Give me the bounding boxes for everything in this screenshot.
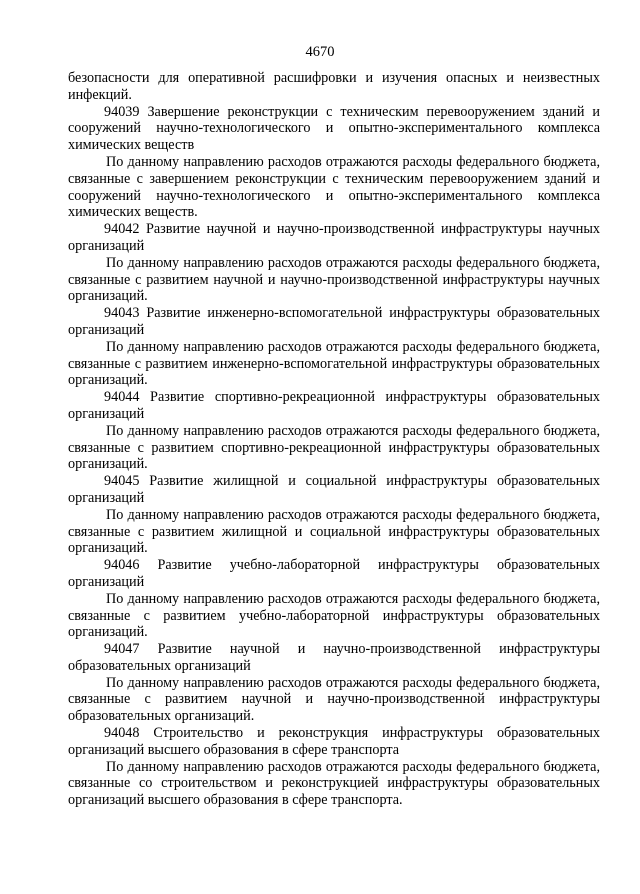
paragraph: 94039 Завершение реконструкции с техническим перевооружением зданий и сооружений научно-технологического и опытно-экспериментального комплекса химических веществ bbox=[68, 103, 600, 154]
paragraph: 94042 Развитие научной и научно-производственной инфраструктуры научных организаций bbox=[68, 221, 600, 254]
paragraph: По данному направлению расходов отражаются расходы федерального бюджета, связанные с развитием жилищной и социальной инфраструктуры образовательных организаций. bbox=[68, 506, 600, 557]
paragraph: По данному направлению расходов отражаются расходы федерального бюджета, связанные со строительством и реконструкцией инфраструктуры образовательных организаций высшего образования в сфере транспорта. bbox=[68, 758, 600, 809]
paragraph: 94044 Развитие спортивно-рекреационной инфраструктуры образовательных организаций bbox=[68, 389, 600, 422]
paragraph: 94047 Развитие научной и научно-производственной инфраструктуры образовательных организаций bbox=[68, 641, 600, 674]
paragraph: 94043 Развитие инженерно-вспомогательной инфраструктуры образовательных организаций bbox=[68, 305, 600, 338]
paragraph: По данному направлению расходов отражаются расходы федерального бюджета, связанные с развитием инженерно-вспомогательной инфраструктуры образовательных организаций. bbox=[68, 338, 600, 389]
paragraph: По данному направлению расходов отражаются расходы федерального бюджета, связанные с развитием научной и научно-производственной инфраструктуры образовательных организаций. bbox=[68, 674, 600, 725]
paragraph: По данному направлению расходов отражаются расходы федерального бюджета, связанные с завершением реконструкции с техническим перевооружением зданий и сооружений научно-технологического и опытно-экспериментального комплекса химических веществ. bbox=[68, 153, 600, 221]
paragraph: 94046 Развитие учебно-лабораторной инфраструктуры образовательных организаций bbox=[68, 557, 600, 590]
page-number: 4670 bbox=[305, 44, 335, 60]
paragraph: безопасности для оперативной расшифровки и изучения опасных и неизвестных инфекций. bbox=[68, 70, 600, 103]
paragraph: По данному направлению расходов отражаются расходы федерального бюджета, связанные с развитием спортивно-рекреационной инфраструктуры образовательных организаций. bbox=[68, 422, 600, 473]
paragraph: 94045 Развитие жилищной и социальной инфраструктуры образовательных организаций bbox=[68, 473, 600, 506]
document-body bbox=[68, 70, 600, 809]
paragraph: По данному направлению расходов отражаются расходы федерального бюджета, связанные с развитием учебно-лабораторной инфраструктуры образовательных организаций. bbox=[68, 590, 600, 641]
paragraph: По данному направлению расходов отражаются расходы федерального бюджета, связанные с развитием научной и научно-производственной инфраструктуры научных организаций. bbox=[68, 254, 600, 305]
paragraph: 94048 Строительство и реконструкция инфраструктуры образовательных организаций высшего образования в сфере транспорта bbox=[68, 725, 600, 758]
